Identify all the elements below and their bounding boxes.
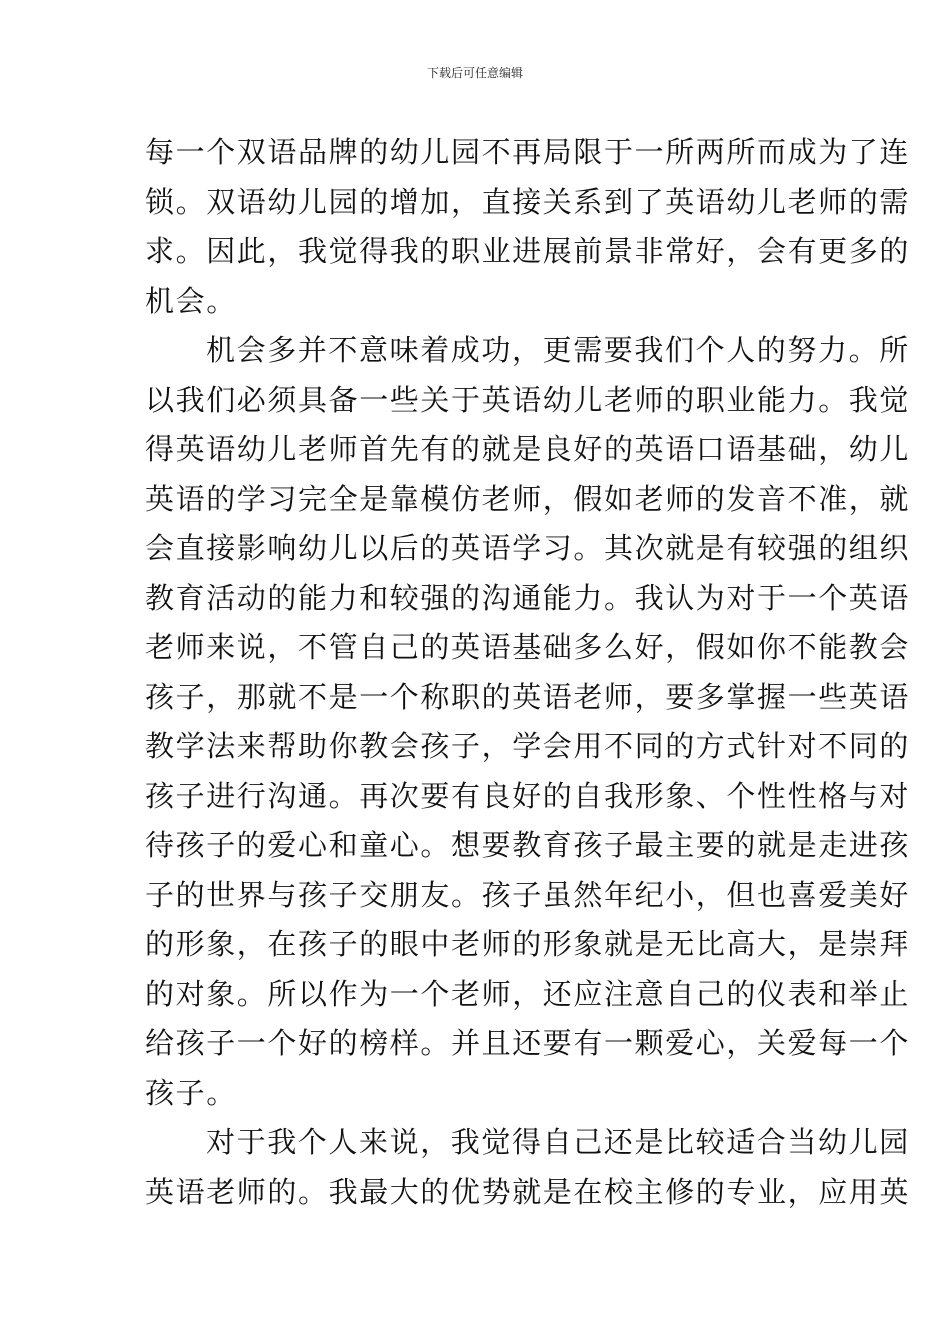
text-line: 得英语幼儿老师首先有的就是良好的英语口语基础，幼儿 [145,432,911,466]
page-header: 下载后可任意编辑 [426,66,523,80]
text-line: 教学法来帮助你教会孩子，学会用不同的方式针对不同的 [145,729,911,763]
text-line: 教育活动的能力和较强的沟通能力。我认为对于一个英语 [145,580,911,615]
text-line: 英语的学习完全是靠模仿老师，假如老师的发音不准，就 [145,481,911,516]
text-line: 机会。 [145,283,237,318]
text-line: 老师来说，不管自己的英语基础多么好，假如你不能教会 [145,630,911,664]
paragraph [145,1118,911,1217]
text-line: 英语老师的。我最大的优势就是在校主修的专业，应用英 [145,1174,911,1209]
text-line: 的对象。所以作为一个老师，还应注意自己的仪表和举止 [145,976,911,1011]
text-line: 以我们必须具备一些关于英语幼儿老师的职业能力。我觉 [145,382,911,417]
text-line: 会直接影响幼儿以后的英语学习。其次就是有较强的组织 [145,531,911,565]
text-line: 的形象，在孩子的眼中老师的形象就是无比高大，是崇拜 [145,927,911,961]
text-line: 待孩子的爱心和童心。想要教育孩子最主要的就是走进孩 [145,828,911,862]
text-line: 对于我个人来说，我觉得自己还是比较适合当幼儿园 [206,1125,910,1159]
text-line: 孩子。 [145,1075,237,1110]
text-line: 给孩子一个好的榜样。并且还要有一颗爱心，关爱每一个 [145,1026,911,1060]
text-line: 机会多并不意味着成功，更需要我们个人的努力。所 [206,333,910,367]
text-line: 孩子进行沟通。再次要有良好的自我形象、个性性格与对 [145,778,911,813]
document-body [145,128,911,1217]
text-line: 子的世界与孩子交朋友。孩子虽然年纪小，但也喜爱美好 [145,877,911,912]
text-line: 求。因此，我觉得我的职业进展前景非常好，会有更多的 [145,234,911,268]
paragraph [145,128,911,326]
text-line: 锁。双语幼儿园的增加，直接关系到了英语幼儿老师的需 [145,184,911,219]
text-line: 每一个双语品牌的幼儿园不再局限于一所两所而成为了连 [145,135,911,169]
paragraph [145,326,911,1118]
text-line: 孩子，那就不是一个称职的英语老师，要多掌握一些英语 [145,679,911,714]
